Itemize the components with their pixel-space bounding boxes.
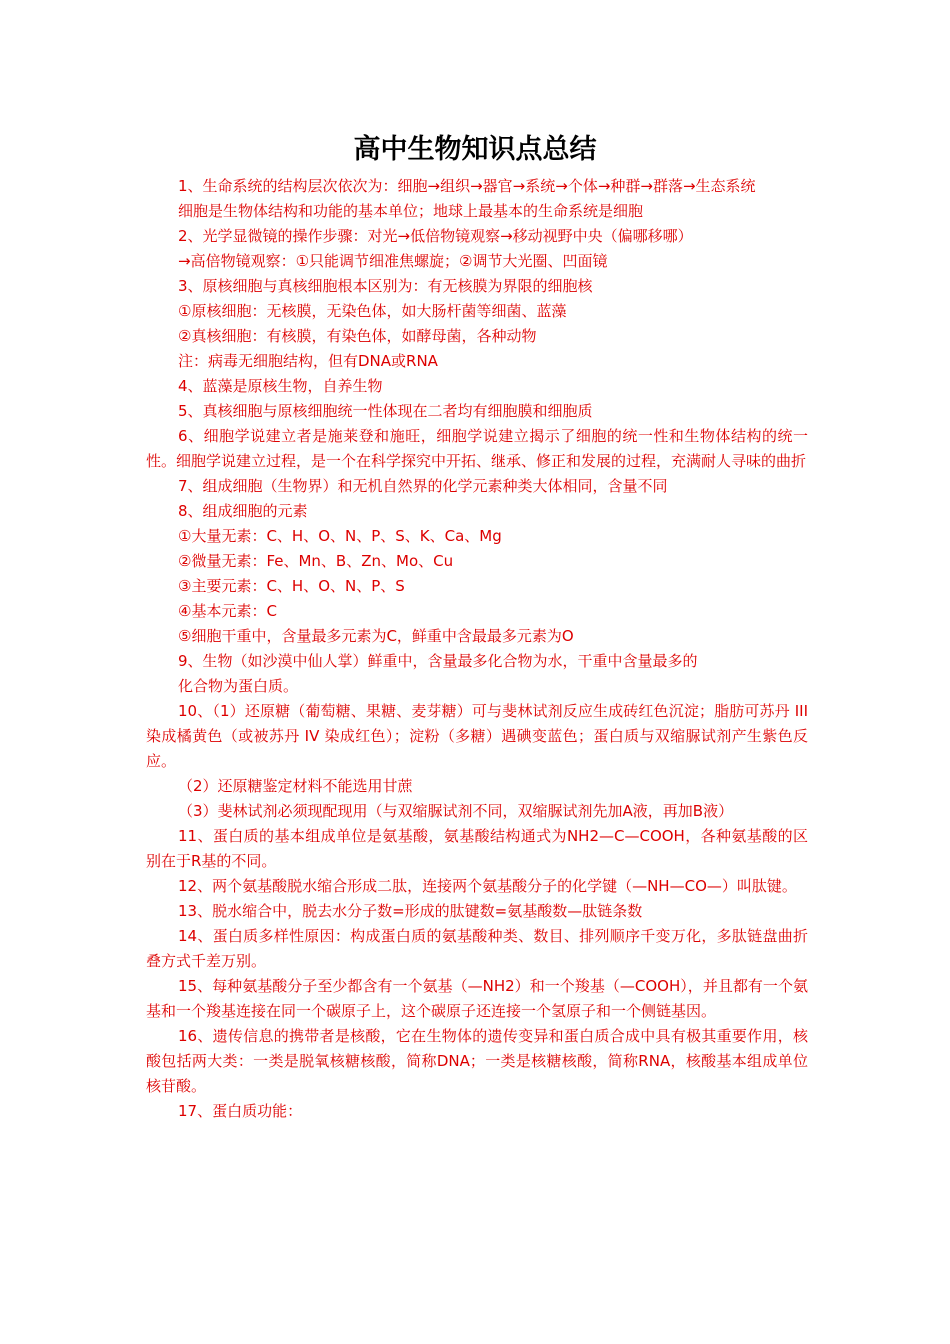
paragraph: （2）还原糖鉴定材料不能选用甘蔗 bbox=[178, 777, 413, 795]
paragraph: ①原核细胞：无核膜，无染色体，如大肠杆菌等细菌、蓝藻 bbox=[178, 302, 567, 320]
paragraph: ③主要元素：C、H、O、N、P、S bbox=[178, 577, 405, 595]
paragraph: 12、两个氨基酸脱水缩合形成二肽，连接两个氨基酸分子的化学键（—NH—CO—）叫肽键。 bbox=[178, 877, 797, 895]
paragraph: 7、组成细胞（生物界）和无机自然界的化学元素种类大体相同，含量不同 bbox=[178, 477, 668, 495]
paragraph: 3、原核细胞与真核细胞根本区别为：有无核膜为界限的细胞核 bbox=[178, 277, 593, 295]
paragraph: →高倍物镜观察：①只能调节细准焦螺旋；②调节大光圈、凹面镜 bbox=[178, 252, 608, 270]
paragraph: 6、细胞学说建立者是施莱登和施旺，细胞学说建立揭示了细胞的统一性和生物体结构的统一性。细胞学说建立过程，是一个在科学探究中开拓、继承、修正和发展的过程，充满耐人寻味的曲折 bbox=[146, 427, 808, 470]
paragraph: ②真核细胞：有核膜，有染色体，如酵母菌，各种动物 bbox=[178, 327, 537, 345]
paragraph: （3）斐林试剂必须现配现用（与双缩脲试剂不同，双缩脲试剂先加A液，再加B液） bbox=[178, 802, 734, 820]
paragraph: 1、生命系统的结构层次依次为：细胞→组织→器官→系统→个体→种群→群落→生态系统 bbox=[178, 177, 756, 195]
page-title: 高中生物知识点总结 bbox=[353, 134, 597, 165]
document-body bbox=[146, 174, 808, 1124]
paragraph: 14、蛋白质多样性原因：构成蛋白质的氨基酸种类、数目、排列顺序千变万化，多肽链盘曲折叠方式千差万别。 bbox=[146, 927, 808, 970]
paragraph: 17、蛋白质功能： bbox=[178, 1102, 303, 1120]
paragraph: 11、蛋白质的基本组成单位是氨基酸，氨基酸结构通式为NH2—C—COOH，各种氨基酸的区别在于R基的不同。 bbox=[146, 827, 808, 870]
paragraph: 8、组成细胞的元素 bbox=[178, 502, 308, 520]
paragraph: ⑤细胞干重中，含量最多元素为C，鲜重中含最最多元素为O bbox=[178, 627, 574, 645]
paragraph: 5、真核细胞与原核细胞统一性体现在二者均有细胞膜和细胞质 bbox=[178, 402, 593, 420]
paragraph: 2、光学显微镜的操作步骤：对光→低倍物镜观察→移动视野中央（偏哪移哪） bbox=[178, 227, 693, 245]
paragraph: ②微量无素：Fe、Mn、B、Zn、Mo、Cu bbox=[178, 552, 454, 570]
paragraph: ①大量无素：C、H、O、N、P、S、K、Ca、Mg bbox=[178, 527, 502, 545]
paragraph: 注：病毒无细胞结构，但有DNA或RNA bbox=[178, 352, 438, 370]
paragraph: 16、遗传信息的携带者是核酸，它在生物体的遗传变异和蛋白质合成中具有极其重要作用，核酸包括两大类：一类是脱氧核糖核酸，简称DNA；一类是核糖核酸，简称RNA，核酸基本组成单位核苷酸。 bbox=[146, 1027, 808, 1095]
paragraph: 4、蓝藻是原核生物，自养生物 bbox=[178, 377, 383, 395]
paragraph: 细胞是生物体结构和功能的基本单位；地球上最基本的生命系统是细胞 bbox=[178, 202, 644, 220]
paragraph: ④基本元素：C bbox=[178, 602, 277, 620]
paragraph: 10、（1）还原糖（葡萄糖、果糖、麦芽糖）可与斐林试剂反应生成砖红色沉淀；脂肪可苏丹 III 染成橘黄色（或被苏丹 IV 染成红色）；淀粉（多糖）遇碘变蓝色；蛋白质与双缩脲试剂产生紫色反应。 bbox=[146, 702, 808, 770]
paragraph: 13、脱水缩合中，脱去水分子数=形成的肽键数=氨基酸数—肽链条数 bbox=[178, 902, 643, 920]
paragraph: 化合物为蛋白质。 bbox=[178, 677, 299, 695]
paragraph: 9、生物（如沙漠中仙人掌）鲜重中，含量最多化合物为水，干重中含量最多的 bbox=[178, 652, 698, 670]
paragraph: 15、每种氨基酸分子至少都含有一个氨基（—NH2）和一个羧基（—COOH），并且都有一个氨基和一个羧基连接在同一个碳原子上，这个碳原子还连接一个氢原子和一个侧链基因。 bbox=[146, 977, 808, 1020]
